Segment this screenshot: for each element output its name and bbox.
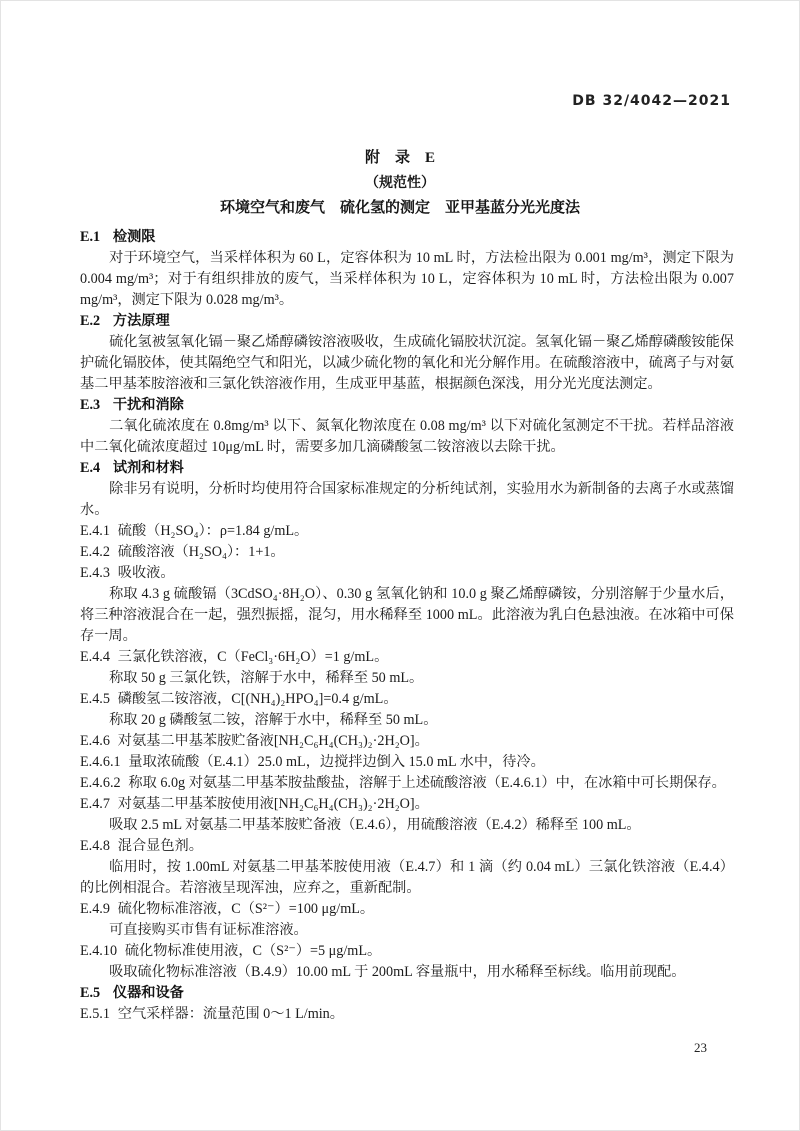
clause-line bbox=[80, 836, 734, 857]
appendix-title-block bbox=[1, 146, 799, 221]
clause-text: 方法原理 bbox=[112, 313, 170, 329]
paragraph: 吸取硫化物标准溶液（B.4.9）10.00 mL 于 200mL 容量瓶中，用水稀释至标线。临用前现配。 bbox=[109, 964, 686, 980]
clause-label: E.1 bbox=[80, 229, 101, 245]
clause-text: 混合显色剂。 bbox=[117, 838, 203, 854]
clause-label: E.4.9 bbox=[80, 901, 110, 917]
clause-label: E.4.6.2 bbox=[80, 775, 121, 791]
clause-text: 硫化物标准溶液，C（S²⁻）=100 μg/mL。 bbox=[117, 901, 375, 917]
clause-text: 称取 6.0g 对氨基二甲基苯胺盐酸盐，溶解于上述硫酸溶液（E.4.6.1）中，在冰箱中可长期保存。 bbox=[128, 775, 726, 791]
page-number: 23 bbox=[694, 1040, 707, 1055]
standard-number-header: DB 32/4042—2021 bbox=[572, 93, 731, 109]
clause-text: 吸收液。 bbox=[117, 565, 175, 581]
paragraph: 吸取 2.5 mL 对氨基二甲基苯胺贮备液（E.4.6），用硫酸溶液（E.4.2）稀释至 100 mL。 bbox=[109, 817, 641, 833]
paragraph: 可直接购买市售有证标准溶液。 bbox=[109, 922, 308, 938]
section-heading bbox=[80, 227, 734, 248]
clause-label: E.4.1 bbox=[80, 523, 110, 539]
section-heading bbox=[80, 983, 734, 1004]
clause-label: E.2 bbox=[80, 313, 101, 329]
clause-label: E.4.10 bbox=[80, 943, 118, 959]
clause-text: 硫酸（H₂SO₄）：ρ=1.84 g/mL。 bbox=[117, 523, 309, 539]
clause-text: 试剂和材料 bbox=[112, 460, 184, 476]
clause-text: 硫化物标准使用液，C（S²⁻）=5 μg/mL。 bbox=[124, 943, 382, 959]
method-title: 环境空气和废气 硫化氢的测定 亚甲基蓝分光光度法 bbox=[219, 200, 580, 216]
clause-line bbox=[80, 542, 734, 563]
clause-label: E.4.5 bbox=[80, 691, 110, 707]
clause-label: E.4.2 bbox=[80, 544, 110, 560]
clause-label: E.4.7 bbox=[80, 796, 110, 812]
paragraph: 硫化氢被氢氧化镉－聚乙烯醇磷铵溶液吸收，生成硫化镉胶状沉淀。氢氧化镉－聚乙烯醇磷酸铵能保护硫化镉胶体，使其隔绝空气和阳光，以减少硫化物的氧化和光分解作用。在硫酸溶液中，硫离子与对氨基二甲基苯胺溶液和三氯化铁溶液作用，生成亚甲基蓝，根据颜色深浅，用分光光度法测定。 bbox=[80, 334, 734, 392]
paragraph: 对于环境空气，当采样体积为 60 L，定容体积为 10 mL 时，方法检出限为 0.001 mg/m³，测定下限为 0.004 mg/m³；对于有组织排放的废气，当采样体积为 10 L，定容体积为 10 mL 时，方法检出限为 0.007 mg/m³，测定下限为 0.028 mg/m³。 bbox=[80, 250, 734, 308]
clause-line bbox=[80, 647, 734, 668]
clause-label: E.5.1 bbox=[80, 1006, 110, 1022]
clause-line bbox=[80, 794, 734, 815]
clause-label: E.4.8 bbox=[80, 838, 110, 854]
clause-line bbox=[80, 689, 734, 710]
paragraph: 临用时，按 1.00mL 对氨基二甲基苯胺使用液（E.4.7）和 1 滴（约 0.04 mL）三氯化铁溶液（E.4.4）的比例相混合。若溶液呈现浑浊，应弃之，重新配制。 bbox=[80, 859, 734, 896]
clause-label: E.4.3 bbox=[80, 565, 110, 581]
clause-text: 空气采样器：流量范围 0～1 L/min。 bbox=[117, 1006, 344, 1022]
section-heading bbox=[80, 395, 734, 416]
clause-line bbox=[80, 752, 734, 773]
paragraph: 二氧化硫浓度在 0.8mg/m³ 以下、氮氧化物浓度在 0.08 mg/m³ 以下对硫化氢测定不干扰。若样品溶液中二氧化硫浓度超过 10μg/mL 时，需要多加几滴磷酸氢二铵溶液以去除干扰。 bbox=[80, 418, 734, 455]
section-heading bbox=[80, 311, 734, 332]
clause-line bbox=[80, 1004, 734, 1025]
clause-label: E.3 bbox=[80, 397, 101, 413]
clause-text: 三氯化铁溶液，C（FeCl₃·6H₂O）=1 g/mL。 bbox=[117, 649, 389, 665]
normative-label: （规范性） bbox=[365, 176, 435, 191]
clause-text: 硫酸溶液（H₂SO₄）：1+1。 bbox=[117, 544, 285, 560]
clause-label: E.4.6.1 bbox=[80, 754, 121, 770]
clause-text: 对氨基二甲基苯胺贮备液[NH₂C₆H₄(CH₃)₂·2H₂O]。 bbox=[117, 733, 429, 749]
clause-line bbox=[80, 521, 734, 542]
clause-text: 磷酸氢二铵溶液，C[(NH₄)₂HPO₄]=0.4 g/mL。 bbox=[117, 691, 398, 707]
paragraph: 称取 4.3 g 硫酸镉（3CdSO₄·8H₂O）、0.30 g 氢氧化钠和 10.0 g 聚乙烯醇磷铵，分别溶解于少量水后，将三种溶液混合在一起，强烈振摇，混匀，用水稀释至 1000 mL。此溶液为乳白色悬浊液。在冰箱中可保存一周。 bbox=[80, 586, 734, 644]
paragraph: 称取 20 g 磷酸氢二铵，溶解于水中，稀释至 50 mL。 bbox=[109, 712, 438, 728]
clause-line bbox=[80, 731, 734, 752]
clause-label: E.4.4 bbox=[80, 649, 110, 665]
section-heading bbox=[80, 458, 734, 479]
clause-line bbox=[80, 563, 734, 584]
clause-label: E.4 bbox=[80, 460, 101, 476]
document-body bbox=[80, 227, 734, 1025]
appendix-heading: 附 录 E bbox=[364, 150, 435, 166]
clause-text: 检测限 bbox=[112, 229, 156, 245]
clause-line bbox=[80, 773, 734, 794]
clause-text: 对氨基二甲基苯胺使用液[NH₂C₆H₄(CH₃)₂·2H₂O]。 bbox=[117, 796, 429, 812]
clause-line bbox=[80, 941, 734, 962]
clause-text: 量取浓硫酸（E.4.1）25.0 mL，边搅拌边倒入 15.0 mL 水中，待冷。 bbox=[128, 754, 545, 770]
clause-label: E.4.6 bbox=[80, 733, 110, 749]
paragraph: 除非另有说明，分析时均使用符合国家标准规定的分析纯试剂，实验用水为新制备的去离子水或蒸馏水。 bbox=[80, 481, 734, 518]
clause-line bbox=[80, 899, 734, 920]
paragraph: 称取 50 g 三氯化铁，溶解于水中，稀释至 50 mL。 bbox=[109, 670, 424, 686]
clause-label: E.5 bbox=[80, 985, 101, 1001]
clause-text: 仪器和设备 bbox=[112, 985, 184, 1001]
clause-text: 干扰和消除 bbox=[112, 397, 184, 413]
